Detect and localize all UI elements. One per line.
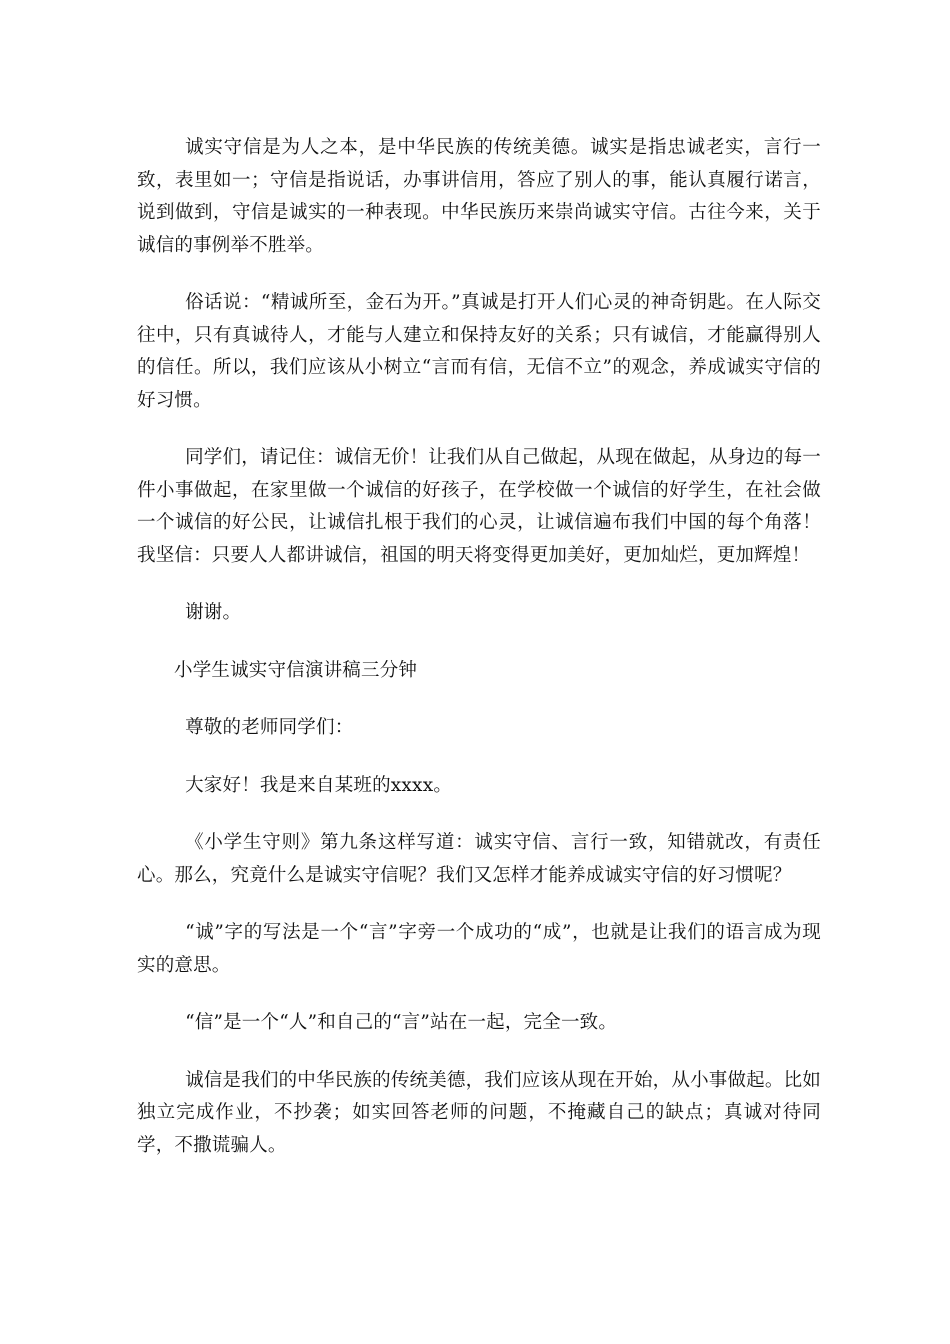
paragraph-student-rules: 《小学生守则》第九条这样写道：诚实守信、言行一致，知错就改，有责任心。那么，究竟什么是诚实守信呢？我们又怎样才能养成诚实守信的好习惯呢？	[137, 832, 821, 886]
document-body	[137, 132, 821, 1187]
paragraph-examples: 诚信是我们的中华民族的传统美德，我们应该从现在开始，从小事做起。比如独立完成作业，不抄袭；如实回答老师的问题，不掩藏自己的缺点；真诚对待同学，不撒谎骗人。	[137, 1069, 821, 1156]
paragraph-thanks: 谢谢。	[185, 602, 242, 623]
paragraph-honesty-definition: 诚实守信是为人之本，是中华民族的传统美德。诚实是指忠诚老实，言行一致，表里如一；守信是指说话，办事讲信用，答应了别人的事，能认真履行诺言，说到做到，守信是诚实的一种表现。中华民族历来崇尚诚实守信。古往今来，关于诚信的事例举不胜举。	[137, 137, 821, 256]
paragraph-introduction: 大家好！我是来自某班的xxxx。	[185, 774, 453, 796]
section-title: 小学生诚实守信演讲稿三分钟	[174, 659, 418, 681]
paragraph-character-cheng: “诚”字的写法是一个“言”字旁一个成功的“成”，也就是让我们的语言成为现实的意思。	[137, 922, 821, 976]
paragraph-greeting: 尊敬的老师同学们：	[185, 717, 354, 738]
paragraph-call-to-action: 同学们，请记住：诚信无价！让我们从自己做起，从现在做起，从身边的每一件小事做起，在家里做一个诚信的好孩子，在学校做一个诚信的好学生，在社会做一个诚信的好公民，让诚信扎根于我们的心灵，让诚信遍布我们中国的每个角落！我坚信：只要人人都讲诚信，祖国的明天将变得更加美好，更加灿烂，更加辉煌！	[137, 447, 821, 566]
paragraph-character-xin: “信”是一个“人”和自己的“言”站在一起，完全一致。	[185, 1012, 618, 1033]
paragraph-proverb: 俗话说：“精诚所至，金石为开。”真诚是打开人们心灵的神奇钥匙。在人际交往中，只有真诚待人，才能与人建立和保持友好的关系；只有诚信，才能赢得别人的信任。所以，我们应该从小树立“言而有信，无信不立”的观念，养成诚实守信的好习惯。	[137, 292, 821, 411]
